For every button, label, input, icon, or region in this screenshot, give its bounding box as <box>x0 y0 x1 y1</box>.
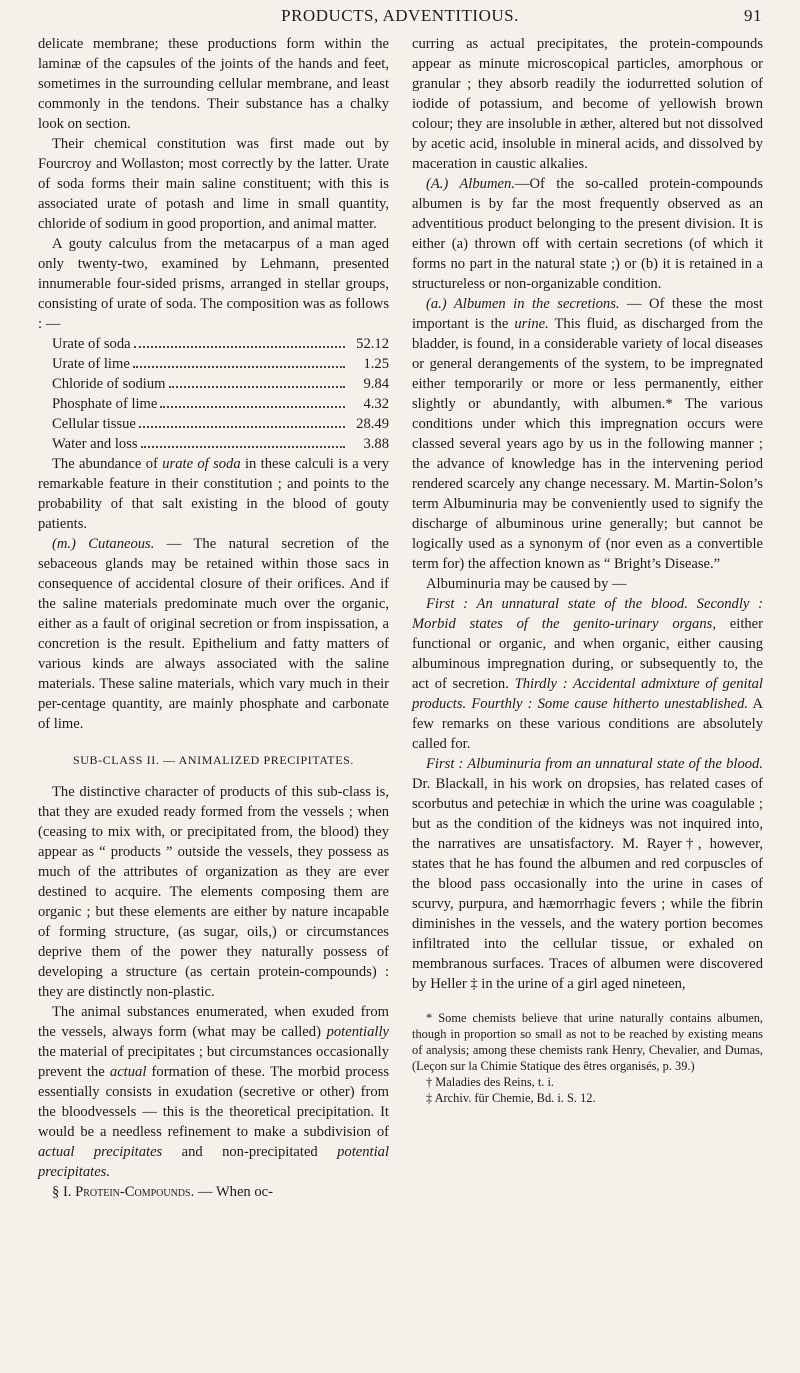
paragraph: Albuminuria may be caused by — <box>426 576 627 592</box>
leader-dots <box>134 346 345 348</box>
paragraph: First : An unnatural state of the blood. Secondly : Morbid states of the genito-urinary organs, either functional or organic, and when organic, either causing albuminous impregnation during, or subsequently to, the act of secretion. Thirdly : Accidental admixture of genital products. Fourthly : Some cause hitherto unestablished. A few remarks on these various conditions are absolutely called for. <box>412 596 764 752</box>
section-label: (A.) Albumen. <box>426 176 515 192</box>
component-value: 9.84 <box>363 376 389 392</box>
component-value: 3.88 <box>363 436 389 452</box>
component-name: Cellular tissue <box>52 416 136 432</box>
left-column <box>38 34 389 1202</box>
composition-row <box>52 374 389 394</box>
composition-row <box>52 414 389 434</box>
paragraph-protein-compounds: § I. Protein-Compounds. — When oc- <box>52 1184 274 1200</box>
composition-row <box>52 394 389 414</box>
subclass-heading: SUB-CLASS II. — ANIMALIZED PRECIPITATES. <box>72 753 355 767</box>
paragraph: The distinctive character of products of this sub-class is, that they are exuded ready formed from the vessels ; when (ceasing to mix with, or precipitated from, the blood) they appear as “ products ” outside the vessels, they possess as much of the attributes of organization as they are ever destined to acquire. The elements composing them are organic ; but these elements are either by nature incapable of forming structure, (as sugar, oils,) or circumstances deprive them of the power they naturally possess of developing a structure (as certain protein-compounds) : they are distinctly non-plastic. <box>38 784 389 1000</box>
running-title: PRODUCTS, ADVENTITIOUS. <box>281 6 519 25</box>
section-label: (m.) Cutaneous. <box>52 536 155 552</box>
paragraph: Their chemical constitution was first made out by Fourcroy and Wollaston; most correctly by the latter. Urate of soda forms their main saline constituent; with this is associated urate of potash and lime in small quantity, chloride of sodium in good proportion, and animal matter. <box>38 136 389 232</box>
paragraph: curring as actual precipitates, the protein-compounds appear as minute microscopical particles, amorphous or granular ; they absorb readily the iodurretted solution of iodide of potassium, and become of yellowish brown colour; they are insoluble in æther, altered but not dissolved by acetic acid, insoluble in mineral acids, and dissolved by maceration in caustic alkalies. <box>412 36 763 172</box>
page-header <box>38 4 762 30</box>
paragraph-cutaneous: (m.) Cutaneous. — The natural secretion of the sebaceous glands may be retained within those sacs in consequence of accidental closure of their orifices. And if the saline materials predominate much over the organic, either as a fault of original secretion or from inspissation, a concretion is the result. Epithelium and fatty matters of various kinds are always associated with the saline materials. These saline materials, which vary much in their per-centage quantity, are mainly phosphate and carbonate of lime. <box>38 536 389 732</box>
paragraph: delicate membrane; these productions form within the laminæ of the capsules of the joints of the hands and feet, sometimes in the surrounding cellular membrane, and least commonly in the tendons. Their substance has a chalky look on section. <box>38 36 389 132</box>
leader-dots <box>133 366 345 368</box>
component-name: Urate of soda <box>52 336 131 352</box>
component-name: Water and loss <box>52 436 138 452</box>
footnote: * Some chemists believe that urine naturally contains albumen, though in proportion so small as not to be reached by existing means of analysis; among these chemists rank Henry, Chevalier, and Dumas, (Leçon sur la Chimie Statique des êtres organisés, p. 39.) <box>412 1011 763 1073</box>
component-name: Phosphate of lime <box>52 396 158 412</box>
component-name: Chloride of sodium <box>52 376 166 392</box>
leader-dots <box>169 386 345 388</box>
composition-row <box>52 434 389 454</box>
section-label: (a.) Albumen in the secretions. <box>426 296 620 312</box>
leader-dots <box>160 406 345 408</box>
footnote: † Maladies des Reins, t. i. <box>426 1075 555 1089</box>
paragraph: A gouty calculus from the metacarpus of a man aged only twenty-two, examined by Lehmann, presented innumerable four-sided prisms, arranged in stellar groups, consisting of urate of soda. The composition was as follows : — <box>38 236 389 332</box>
component-value: 28.49 <box>356 416 389 432</box>
component-value: 52.12 <box>356 336 389 352</box>
paragraph: The abundance of urate of soda in these calculi is a very remarkable feature in their constitution ; and points to the probability of that salt existing in the blood of gouty patients. <box>38 456 390 532</box>
component-name: Urate of lime <box>52 356 130 372</box>
component-value: 1.25 <box>363 356 389 372</box>
footnote: ‡ Archiv. für Chemie, Bd. i. S. 12. <box>426 1091 596 1105</box>
paragraph: (a.) Albumen in the secretions. — Of these the most important is the urine. This fluid, as discharged from the bladder, is found, in a considerable variety of local diseases or general derangements of the system, to be impregnated either temporarily or more or less permanently, either slightly or abundantly, with albumen.* The various conditions under which this impregnation occurs were classed several years ago by us in the following manner ; the advance of knowledge has in the intervening period rendered scarcely any change necessary. M. Martin-Solon’s term Albuminuria may be conveniently used to signify the discharge of albuminous urine generally; but cannot be logically used as a synonym of (nor even as a convertible term for) the affection known as “ Bright’s Disease.” <box>412 296 763 572</box>
paragraph-albumen: (A.) Albumen.—Of the so-called protein-compounds albumen is by far the most frequently observed as an adventitious product belonging to the present division. It is either (a) thrown off with certain secretions (of which it forms no part in the natural state ;) or (b) it is retained in a structureless or non-organizable condition. <box>412 176 763 292</box>
leader-dots <box>139 426 345 428</box>
footnotes <box>412 1010 763 1106</box>
paragraph: First : Albuminuria from an unnatural state of the blood. Dr. Blackall, in his work on dropsies, has related cases of scorbutus and petechiæ in which the urine was coagulable ; but as the condition of the kidneys was not inquired into, the narratives are unsatisfactory. M. Rayer†, however, states that he has found the albumen and red corpuscles of the blood pass occasionally into the urine in cases of scurvy, purpura, and hæmorrhagic fevers ; while the fibrin diminishes in the vessels, and the watery portion becomes infiltrated into the cellular tissue, or exhaled on membranous surfaces. Traces of albumen were discovered by Heller ‡ in the urine of a girl aged nineteen, <box>412 756 763 992</box>
component-value: 4.32 <box>363 396 389 412</box>
section-heading: § I. Protein-Compounds. <box>52 1184 195 1200</box>
leader-dots <box>141 446 345 448</box>
right-column <box>412 34 763 1106</box>
composition-table <box>52 334 389 454</box>
composition-row <box>52 354 389 374</box>
page-number: 91 <box>744 6 762 25</box>
paragraph: The animal substances enumerated, when exuded from the vessels, always form (what may be called) potentially the material of precipitates ; but circumstances occasionally prevent the actual formation of these. The morbid process essentially consists in exudation (secretive or other) from the bloodvessels — this is the theoretical precipitation. It would be a needless refinement to make a subdivision of actual precipitates and non-precipitated potential precipitates. <box>38 1004 389 1180</box>
composition-row <box>52 334 389 354</box>
